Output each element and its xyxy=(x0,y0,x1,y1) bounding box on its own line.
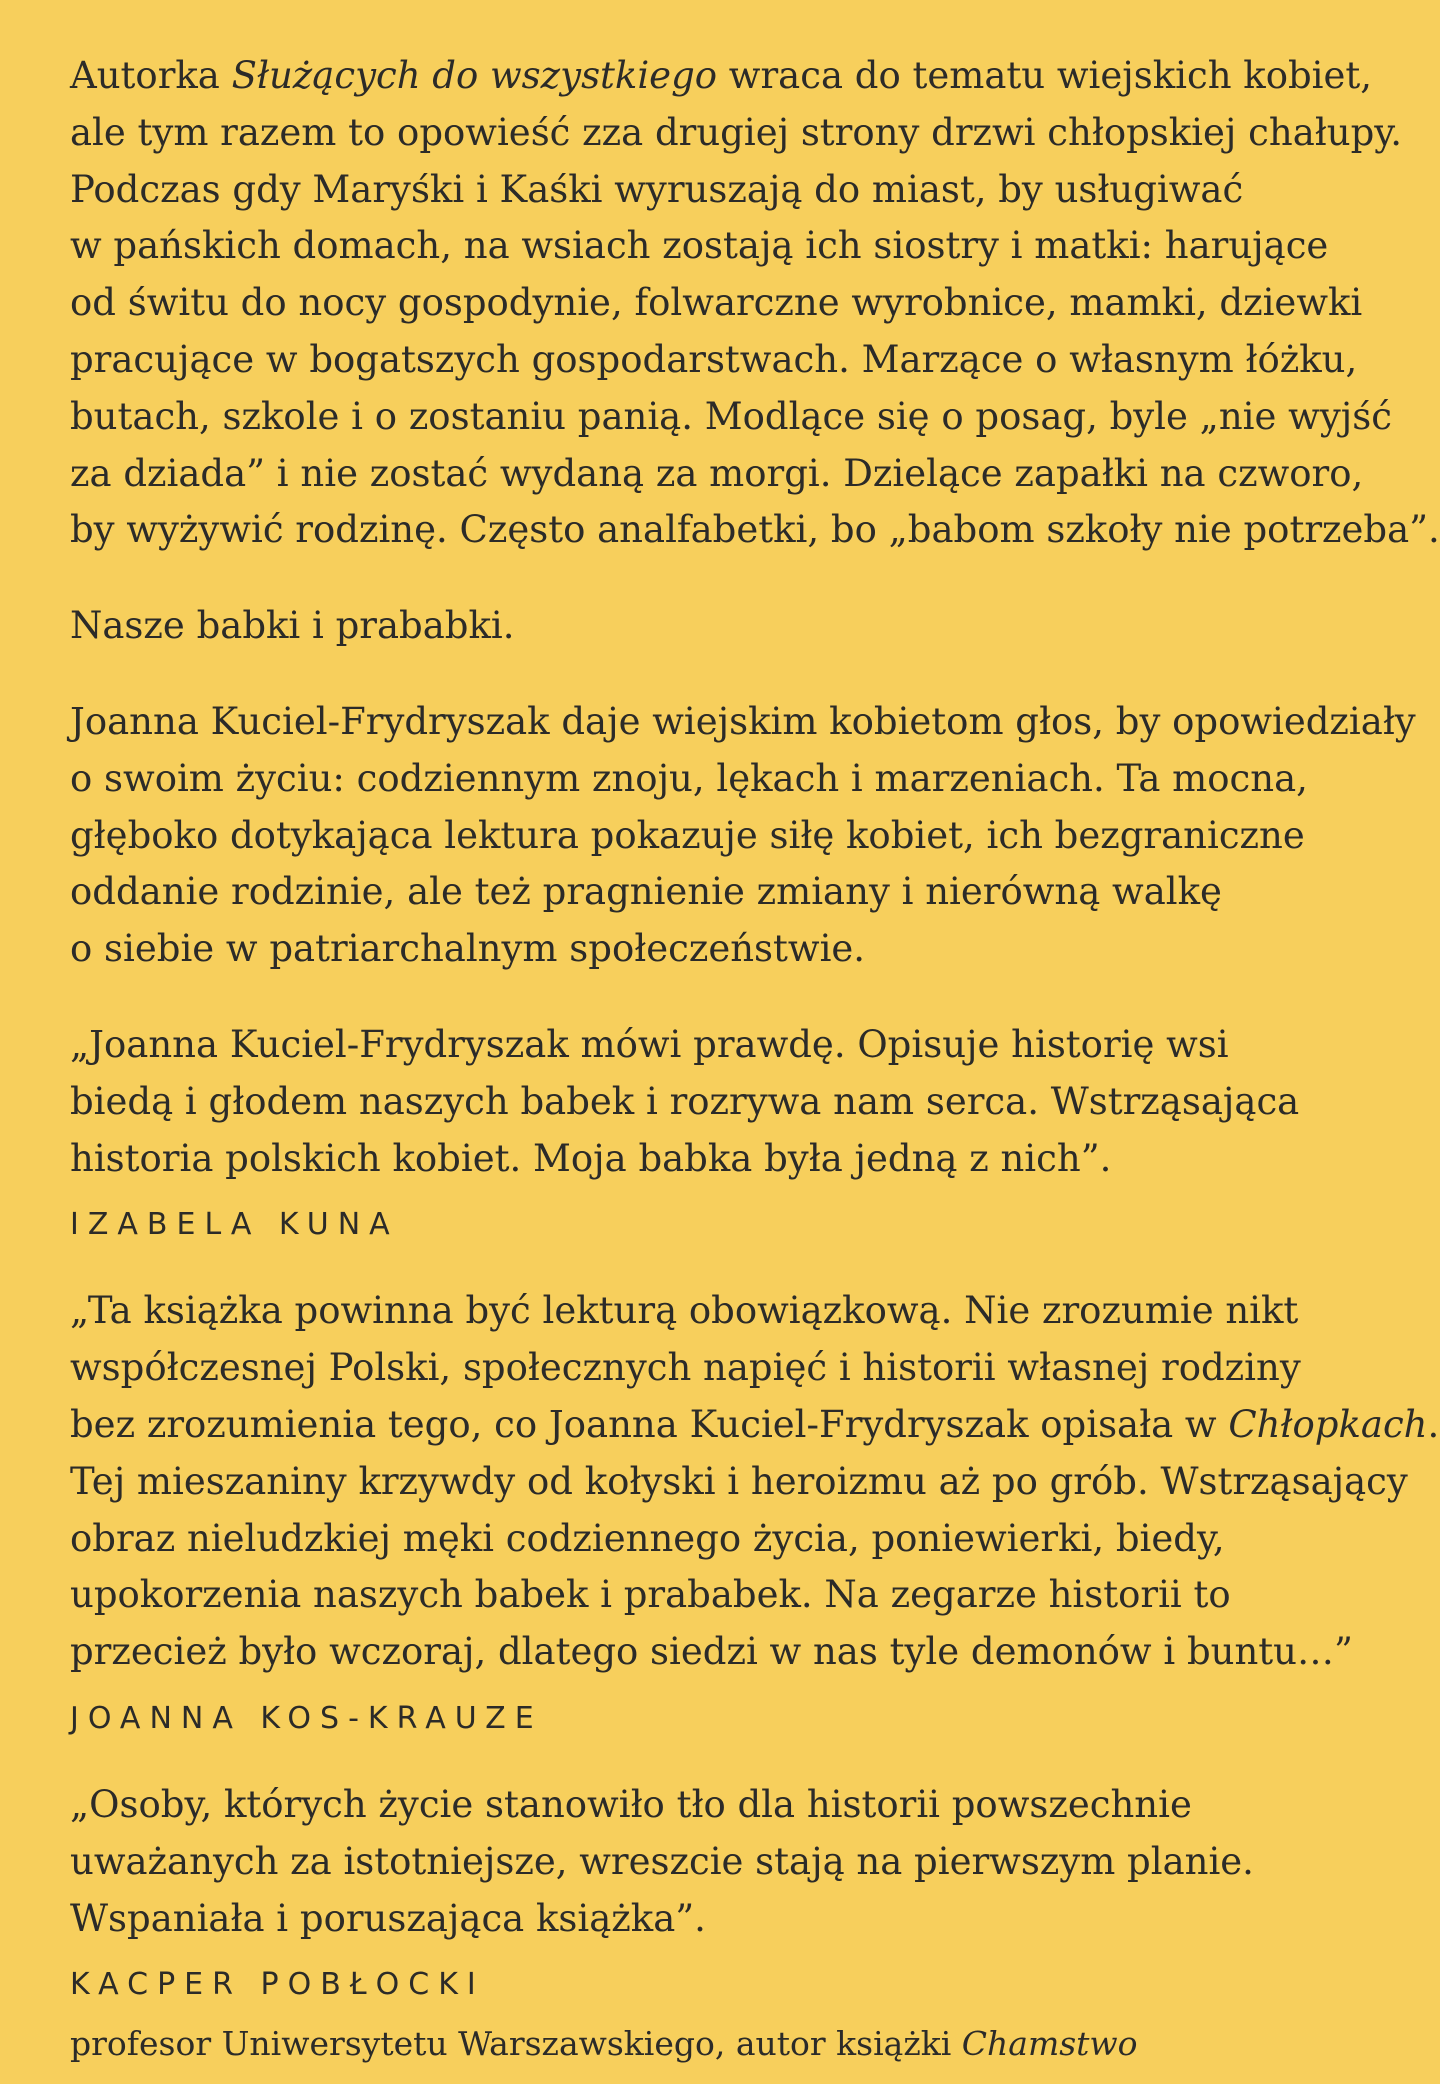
text-line xyxy=(70,48,1373,105)
quote-text xyxy=(70,1017,1360,1187)
text-line: by wyżywić rodzinę. Często analfabetki, bo „babom szkoły nie potrzeba”. xyxy=(70,508,1440,552)
text-span: wraca do tematu wiejskich kobiet, xyxy=(717,54,1373,97)
text-line: pracujące w bogatszych gospodarstwach. Marzące o własnym łóżku, xyxy=(70,337,1358,381)
text-line: butach, szkole i o zostaniu panią. Modlące się o posag, byle „nie wyjść xyxy=(70,394,1392,438)
text-line: o swoim życiu: codziennym znoju, lękach i marzeniach. Ta mocna, xyxy=(70,756,1308,800)
intro-paragraph xyxy=(70,48,1440,559)
text-line xyxy=(70,1397,1440,1454)
quote-author: JOANNA KOS-KRAUZE xyxy=(70,1700,543,1736)
text-line: Wspaniała i poruszająca książka”. xyxy=(70,1896,706,1940)
quote-text xyxy=(70,1777,1360,1947)
text-line: za dziada” i nie zostać wydaną za morgi. Dzielące zapałki na czworo, xyxy=(70,451,1364,495)
back-cover-text xyxy=(70,48,1440,2069)
text-line: uważanych za istotniejsze, wreszcie stają na pierwszym planie. xyxy=(70,1839,1254,1883)
book-title: Służących do wszystkiego xyxy=(231,54,718,97)
author-role xyxy=(70,2019,1360,2069)
text-line: biedą i głodem naszych babek i rozrywa nam serca. Wstrząsająca xyxy=(70,1079,1300,1123)
text-line: Joanna Kuciel-Frydryszak daje wiejskim kobietom głos, by opowiedziały xyxy=(70,699,1416,743)
text-line: oddanie rodzinie, ale też pragnienie zmiany i nierówną walkę xyxy=(70,870,1222,914)
book-title: Chłopkach xyxy=(1228,1402,1428,1446)
description-paragraph xyxy=(70,694,1416,978)
text-line: współczesnej Polski, społecznych napięć i historii własnej rodziny xyxy=(70,1346,1301,1390)
text-span: profesor Uniwersytetu Warszawskiego, autor książki xyxy=(70,2024,962,2064)
tagline-paragraph xyxy=(70,598,1360,655)
text-line: obraz nieludzkiej męki codziennego życia, poniewierki, biedy, xyxy=(70,1516,1225,1560)
text-line: „Joanna Kuciel-Frydryszak mówi prawdę. Opisuje historię wsi xyxy=(70,1022,1229,1066)
text-line: historia polskich kobiet. Moja babka była jedną z nich”. xyxy=(70,1136,1112,1180)
text-line: o siebie w patriarchalnym społeczeństwie. xyxy=(70,927,866,971)
text-line: przecież było wczoraj, dlatego siedzi w nas tyle demonów i buntu…” xyxy=(70,1630,1353,1674)
text-line: w pańskich domach, na wsiach zostają ich siostry i matki: harujące xyxy=(70,224,1329,268)
text-line: „Ta książka powinna być lekturą obowiązkową. Nie zrozumie nikt xyxy=(70,1289,1299,1333)
text-line: od świtu do nocy gospodynie, folwarczne wyrobnice, mamki, dziewki xyxy=(70,281,1363,325)
quote-block-kuna xyxy=(70,1017,1360,1245)
text-line: Tej mieszaniny krzywdy od kołyski i heroizmu aż po grób. Wstrząsający xyxy=(70,1459,1408,1503)
text-span: Autorka xyxy=(70,54,232,97)
text-line: upokorzenia naszych babek i prababek. Na zegarze historii to xyxy=(70,1573,1231,1617)
quote-text xyxy=(70,1283,1440,1681)
quote-block-kos-krauze xyxy=(70,1283,1440,1739)
tagline: Nasze babki i prababki. xyxy=(70,604,515,648)
quote-author: KACPER POBŁOCKI xyxy=(70,1967,485,2003)
text-line: ale tym razem to opowieść zza drugiej strony drzwi chłopskiej chałupy. xyxy=(70,110,1403,154)
quote-block-poblocki xyxy=(70,1777,1360,2069)
book-title: Chamstwo xyxy=(961,2024,1138,2064)
text-line: Podczas gdy Maryśki i Kaśki wyruszają do miast, by usługiwać xyxy=(70,167,1244,211)
quote-author: IZABELA KUNA xyxy=(70,1207,399,1243)
text-line: „Osoby, których życie stanowiło tło dla historii powszechnie xyxy=(70,1782,1192,1826)
text-span: . xyxy=(1427,1402,1440,1446)
text-line: głęboko dotykająca lektura pokazuje siłę kobiet, ich bezgraniczne xyxy=(70,813,1305,857)
text-span: bez zrozumienia tego, co Joanna Kuciel-Frydryszak opisała w xyxy=(70,1402,1229,1446)
